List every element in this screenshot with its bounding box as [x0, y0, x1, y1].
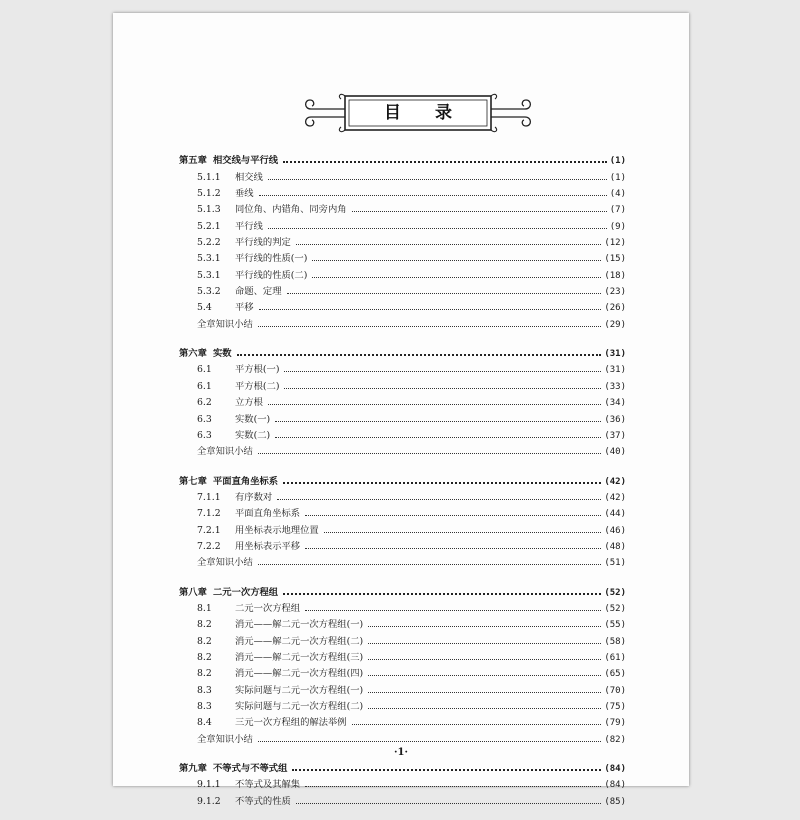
section-number: 6.2 [197, 397, 212, 409]
section-title: 相交线 [235, 171, 263, 183]
dot-leader [296, 803, 602, 804]
section-page: (61) [604, 652, 626, 663]
section-page: (75) [604, 702, 626, 712]
dot-leader [268, 228, 607, 229]
section-page: (79) [604, 718, 626, 729]
section-number: 5.2.2 [197, 237, 221, 249]
toc-entry-row [179, 679, 626, 695]
toc-entry-row [179, 536, 626, 552]
chapter-number: 第八章 [179, 586, 207, 598]
section-number: 6.1 [197, 380, 212, 392]
dot-leader [258, 326, 602, 327]
dot-leader [368, 692, 601, 693]
chapter-block [179, 581, 626, 744]
dot-leader [258, 453, 602, 454]
section-page: (9) [609, 221, 626, 232]
toc-entry-row [179, 264, 626, 280]
dot-leader [275, 437, 601, 438]
dot-leader [312, 260, 601, 261]
summary-page: (51) [604, 558, 626, 569]
section-page: (26) [604, 303, 626, 314]
dot-leader [305, 610, 601, 611]
toc-entry-row [179, 199, 626, 215]
section-number: 8.1 [197, 602, 212, 614]
section-number: 5.1.3 [197, 204, 221, 216]
section-number: 9.1.2 [197, 795, 221, 807]
chapter-page: (42) [604, 476, 626, 487]
chapter-summary-row [179, 552, 626, 568]
section-number: 8.2 [197, 619, 212, 631]
toc-entry-row [179, 392, 626, 408]
section-title: 平行线的判定 [235, 237, 291, 249]
summary-title: 全章知识小结 [197, 733, 253, 745]
section-number: 8.3 [197, 701, 212, 712]
section-page: (84) [604, 780, 626, 791]
section-title: 实数(二) [235, 429, 271, 441]
toc-entry-row [179, 281, 626, 297]
section-page: (31) [604, 365, 626, 376]
toc-entry-row [179, 359, 626, 375]
toc-entry-row [179, 712, 626, 728]
section-page: (70) [604, 685, 626, 696]
dot-leader [352, 724, 602, 725]
toc-entry-row [179, 375, 626, 391]
section-title: 平面直角坐标系 [235, 508, 301, 520]
section-page: (36) [604, 414, 626, 425]
section-title: 立方根 [235, 397, 263, 409]
section-title: 实际问题与二元一次方程组(二) [235, 701, 364, 712]
dot-leader [287, 293, 602, 294]
section-page: (52) [604, 603, 626, 614]
toc-entry-row [179, 248, 626, 264]
dot-leader [352, 211, 607, 212]
toc-entry-row [179, 487, 626, 503]
chapter-heading-row [179, 470, 626, 486]
section-title: 用坐标表示地理位置 [235, 524, 319, 536]
section-title: 同位角、内错角、同旁内角 [235, 204, 347, 216]
toc-entry-row [179, 215, 626, 231]
dot-leader [268, 404, 601, 405]
toc-entry-row [179, 790, 626, 806]
section-number: 7.2.1 [197, 524, 221, 536]
section-page: (58) [604, 636, 626, 647]
section-number: 8.4 [197, 717, 212, 729]
section-title: 不等式的性质 [235, 795, 291, 807]
section-title: 消元——解二元一次方程组(一) [235, 619, 364, 631]
chapter-heading-row [179, 581, 626, 597]
toc-entry-row [179, 598, 626, 614]
section-title: 有序数对 [235, 491, 273, 503]
section-number: 7.2.2 [197, 540, 221, 552]
dot-leader [305, 786, 601, 787]
dot-leader [284, 388, 601, 389]
section-number: 8.2 [197, 635, 212, 647]
section-page: (37) [604, 430, 626, 441]
dot-leader [275, 421, 601, 422]
section-title: 平方根(二) [235, 380, 280, 392]
section-number: 9.1.1 [197, 779, 221, 791]
dot-leader [324, 532, 602, 533]
chapter-summary-row [179, 313, 626, 329]
dot-leader [296, 244, 602, 245]
section-page: (42) [604, 492, 626, 503]
dot-leader [368, 659, 601, 660]
section-number: 5.3.1 [197, 269, 221, 281]
section-number: 5.3.2 [197, 286, 221, 298]
document-page [113, 13, 689, 807]
toc-entry-row [179, 696, 626, 712]
chapter-title: 平面直角坐标系 [213, 475, 279, 487]
chapter-block [179, 343, 626, 457]
section-title: 不等式及其解集 [235, 779, 301, 791]
section-title: 平移 [235, 302, 254, 314]
chapter-heading-row [179, 343, 626, 359]
section-title: 消元——解二元一次方程组(二) [235, 635, 364, 647]
chapter-title: 二元一次方程组 [213, 586, 279, 598]
chapter-block [179, 758, 626, 807]
section-title: 实数(一) [235, 413, 271, 425]
section-number: 7.1.1 [197, 491, 221, 503]
section-number: 8.2 [197, 668, 212, 680]
section-title: 三元一次方程组的解法举例 [235, 717, 347, 729]
toc-entry-row [179, 408, 626, 424]
toc-entry-row [179, 425, 626, 441]
section-page: (23) [604, 287, 626, 298]
dot-leader [292, 769, 601, 771]
summary-page: (82) [604, 734, 626, 745]
summary-title: 全章知识小结 [197, 446, 253, 458]
section-page: (65) [604, 669, 626, 680]
toc-entry-row [179, 630, 626, 646]
section-page: (7) [609, 205, 626, 216]
chapter-number: 第六章 [179, 348, 207, 360]
dot-leader [368, 643, 601, 644]
section-page: (34) [604, 398, 626, 409]
chapter-block [179, 150, 626, 330]
section-page: (44) [604, 509, 626, 520]
summary-title: 全章知识小结 [197, 557, 253, 569]
section-page: (48) [604, 541, 626, 552]
chapter-heading-row [179, 150, 626, 166]
section-title: 平行线 [235, 220, 263, 232]
section-page: (33) [604, 381, 626, 392]
toc-entry-row [179, 647, 626, 663]
dot-leader [368, 675, 601, 676]
chapter-summary-row [179, 728, 626, 744]
section-page: (55) [604, 620, 626, 631]
toc-entry-row [179, 614, 626, 630]
toc-entry-row [179, 166, 626, 182]
dot-leader [258, 741, 602, 742]
section-number: 8.3 [197, 684, 212, 696]
chapter-number: 第七章 [179, 475, 207, 487]
toc-entry-row [179, 503, 626, 519]
section-number: 5.3.1 [197, 253, 221, 265]
dot-leader [305, 548, 601, 549]
page-title: 目 录 [384, 103, 466, 123]
toc-entry-row [179, 774, 626, 790]
chapter-number: 第五章 [179, 155, 207, 167]
chapter-title: 相交线与平行线 [213, 155, 279, 167]
section-title: 实际问题与二元一次方程组(一) [235, 684, 364, 696]
section-title: 平方根(一) [235, 364, 280, 376]
section-title: 平行线的性质(二) [235, 269, 308, 281]
section-number: 5.1.2 [197, 188, 221, 200]
dot-leader [368, 626, 601, 627]
chapter-title: 实数 [213, 348, 232, 360]
toc-entry-row [179, 519, 626, 535]
dot-leader [283, 482, 601, 484]
section-page: (46) [604, 525, 626, 536]
dot-leader [284, 371, 601, 372]
toc-entry-row [179, 297, 626, 313]
title-banner [303, 88, 533, 138]
section-page: (4) [609, 189, 626, 200]
page-number: ·1· [394, 747, 408, 758]
chapter-number: 第九章 [179, 763, 207, 775]
section-page: (18) [604, 270, 626, 281]
dot-leader [259, 309, 602, 310]
section-title: 垂线 [235, 188, 254, 200]
section-title: 消元——解二元一次方程组(四) [235, 668, 364, 680]
chapter-summary-row [179, 441, 626, 457]
chapter-page: (31) [604, 349, 626, 360]
section-number: 8.2 [197, 651, 212, 663]
chapter-title: 不等式与不等式组 [213, 763, 288, 775]
section-number: 5.4 [197, 302, 212, 314]
chapter-page: (1) [609, 156, 626, 167]
section-number: 6.3 [197, 429, 212, 441]
section-title: 命题、定理 [235, 286, 282, 298]
section-page: (1) [609, 172, 626, 183]
section-number: 5.1.1 [197, 171, 221, 183]
summary-title: 全章知识小结 [197, 318, 253, 330]
section-page: (12) [604, 238, 626, 249]
table-of-contents [179, 150, 626, 820]
dot-leader [268, 179, 607, 180]
section-title: 用坐标表示平移 [235, 540, 301, 552]
dot-leader [312, 277, 601, 278]
section-number: 6.3 [197, 413, 212, 425]
summary-page: (29) [604, 319, 626, 330]
dot-leader [368, 708, 601, 709]
section-page: (15) [604, 254, 626, 265]
chapter-heading-row [179, 758, 626, 774]
section-number: 7.1.2 [197, 508, 221, 520]
dot-leader [277, 499, 601, 500]
section-title: 平行线的性质(一) [235, 253, 308, 265]
chapter-page: (84) [604, 764, 626, 775]
dot-leader [258, 564, 602, 565]
dot-leader [237, 354, 602, 356]
section-title: 二元一次方程组 [235, 602, 301, 614]
dot-leader [259, 195, 607, 196]
section-page: (85) [604, 796, 626, 807]
dot-leader [283, 161, 607, 163]
dot-leader [305, 515, 601, 516]
toc-entry-row [179, 183, 626, 199]
section-title: 消元——解二元一次方程组(三) [235, 651, 364, 663]
chapter-block [179, 470, 626, 568]
summary-page: (40) [604, 447, 626, 458]
chapter-page: (52) [604, 587, 626, 598]
toc-entry-row [179, 663, 626, 679]
dot-leader [283, 593, 601, 595]
section-number: 6.1 [197, 364, 212, 376]
section-number: 5.2.1 [197, 220, 221, 232]
toc-entry-row [179, 232, 626, 248]
